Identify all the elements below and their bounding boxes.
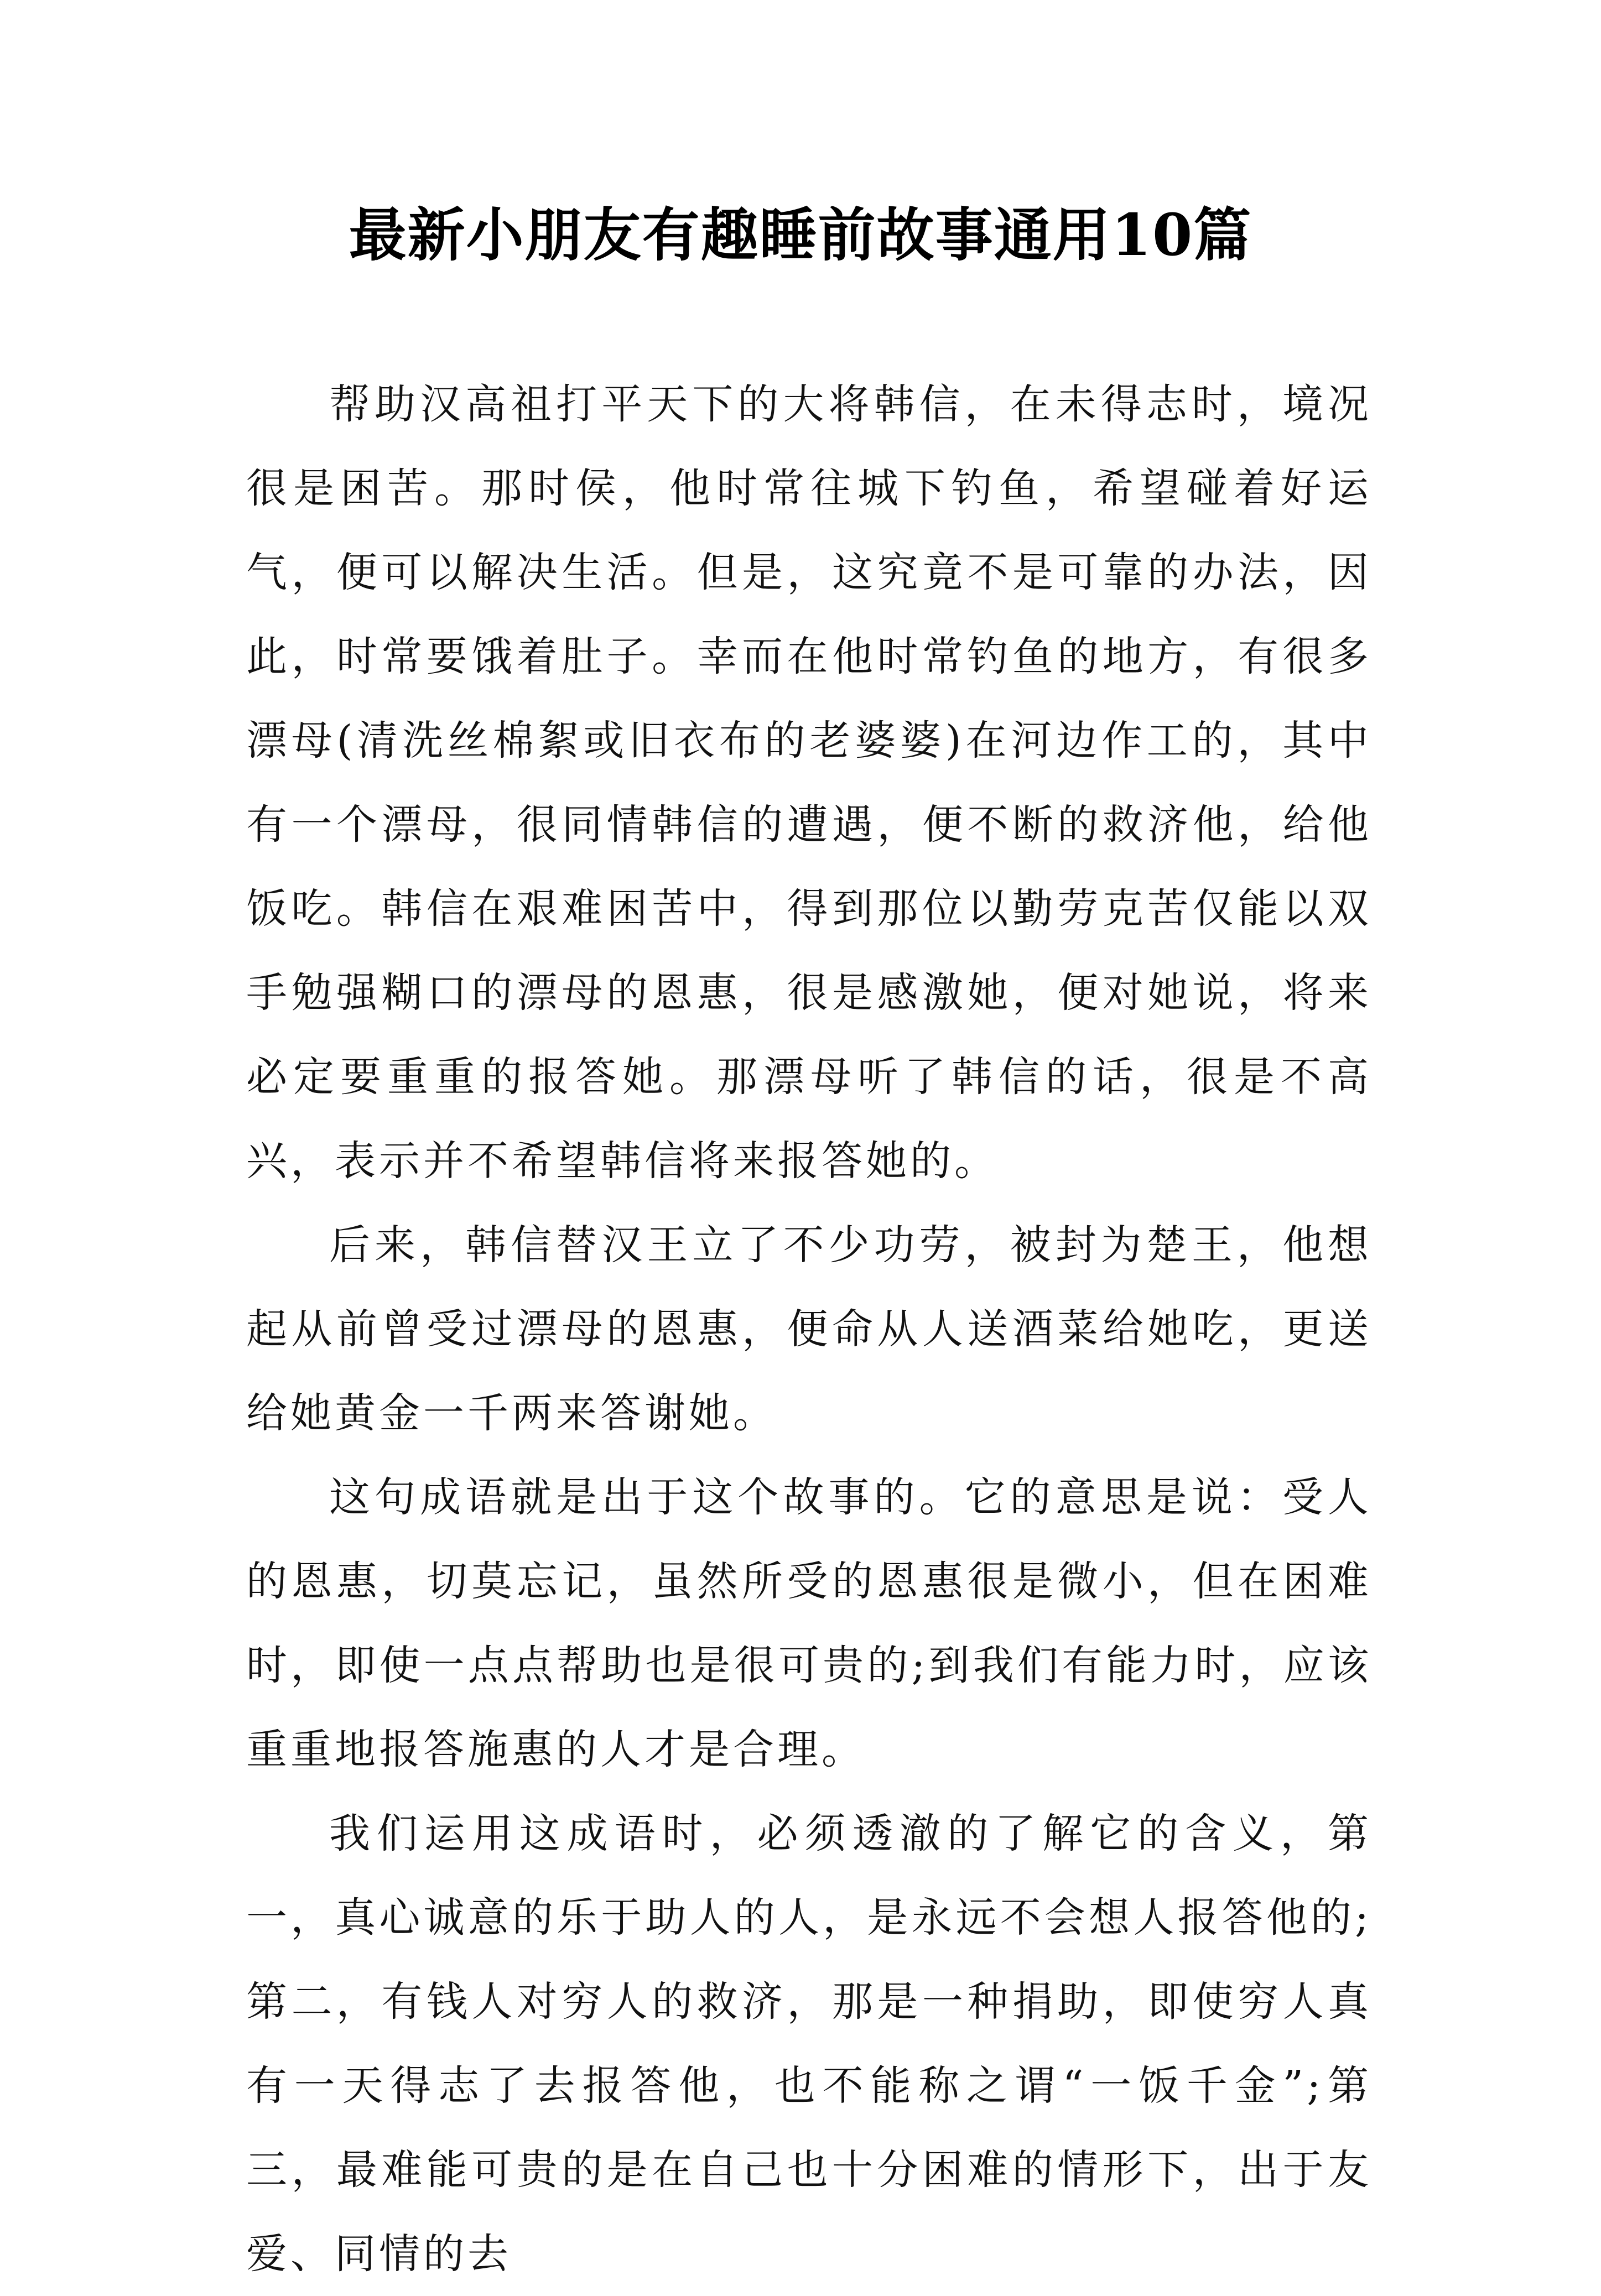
paragraph-3: 这句成语就是出于这个故事的。它的意思是说：受人的恩惠，切莫忘记，虽然所受的恩惠很是微小，但在困难时，即使一点点帮助也是很可贵的;到我们有能力时，应该重重地报答施惠的人才是合理。 xyxy=(246,1474,1372,1773)
document-title: 最新小朋友有趣睡前故事通用10篇 xyxy=(349,201,1252,269)
paragraph-4: 我们运用这成语时，必须透澈的了解它的含义，第一，真心诚意的乐于助人的人，是永远不会想人报答他的;第二，有钱人对穷人的救济，那是一种捐助，即使穷人真有一天得志了去报答他，也不能称之谓“一饭千金”;第三，最难能可贵的是在自己也十分困难的情形下，出于友爱、同情的去 xyxy=(246,1810,1372,2278)
document-body xyxy=(246,362,1372,2296)
paragraph-1: 帮助汉高祖打平天下的大将韩信，在未得志时，境况很是困苦。那时侯，他时常往城下钓鱼，希望碰着好运气，便可以解决生活。但是，这究竟不是可靠的办法，因此，时常要饿着肚子。幸而在他时常钓鱼的地方，有很多漂母(清洗丝棉絮或旧衣布的老婆婆)在河边作工的，其中有一个漂母，很同情韩信的遭遇，便不断的救济他，给他饭吃。韩信在艰难困苦中，得到那位以勤劳克苦仅能以双手勉强糊口的漂母的恩惠，很是感激她，便对她说，将来必定要重重的报答她。那漂母听了韩信的话，很是不高兴，表示并不希望韩信将来报答她的。 xyxy=(246,381,1372,1185)
paragraph-2: 后来，韩信替汉王立了不少功劳，被封为楚王，他想起从前曾受过漂母的恩惠，便命从人送酒菜给她吃，更送给她黄金一千两来答谢她。 xyxy=(246,1221,1372,1437)
